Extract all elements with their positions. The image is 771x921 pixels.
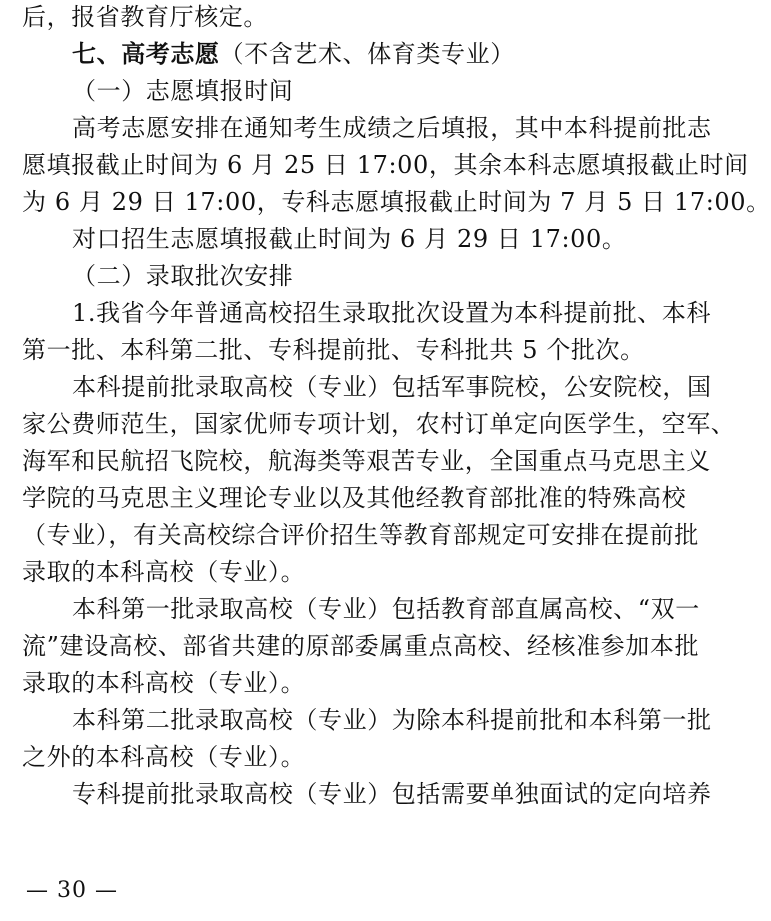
text-line: 高考志愿安排在通知考生成绩之后填报，其中本科提前批志: [72, 114, 712, 142]
text-line: 为 6 月 29 日 17:00，专科志愿填报截止时间为 7 月 5 日 17:00。: [22, 188, 771, 216]
text-line: （专业），有关高校综合评价招生等教育部规定可安排在提前批: [22, 521, 699, 549]
text-line: 流”建设高校、部省共建的原部委属重点高校、经核准参加本批: [22, 632, 700, 660]
page-number: — 30 —: [26, 878, 118, 903]
section-note: （不含艺术、体育类专业）: [219, 40, 515, 68]
subsection-heading: （二）录取批次安排: [72, 262, 294, 290]
subsection-heading: （一）志愿填报时间: [72, 77, 294, 105]
text-line: 1.我省今年普通高校招生录取批次设置为本科提前批、本科: [72, 299, 712, 327]
text-line: 本科提前批录取高校（专业）包括军事院校，公安院校，国: [72, 373, 712, 401]
text-line: 本科第一批录取高校（专业）包括教育部直属高校、“双一: [72, 595, 700, 623]
text-line: 第一批、本科第二批、专科提前批、专科批共 5 个批次。: [22, 336, 645, 364]
text-line: 海军和民航招飞院校，航海类等艰苦专业，全国重点马克思主义: [22, 447, 711, 475]
text-line: 之外的本科高校（专业）。: [22, 743, 306, 771]
text-line: 对口招生志愿填报截止时间为 6 月 29 日 17:00。: [72, 225, 627, 253]
text-line: 录取的本科高校（专业）。: [22, 558, 306, 586]
text-line: 录取的本科高校（专业）。: [22, 669, 306, 697]
section-title: 七、高考志愿: [72, 40, 220, 68]
text-line: 学院的马克思主义理论专业以及其他经教育部批准的特殊高校: [22, 484, 687, 512]
text-line: 本科第二批录取高校（专业）为除本科提前批和本科第一批: [72, 706, 712, 734]
text-line: 专科提前批录取高校（专业）包括需要单独面试的定向培养: [72, 780, 712, 808]
text-line: 愿填报截止时间为 6 月 25 日 17:00，其余本科志愿填报截止时间: [22, 151, 749, 179]
text-line: 家公费师范生，国家优师专项计划，农村订单定向医学生，空军、: [22, 410, 736, 438]
section-heading: [22, 39, 626, 69]
text-line: 后，报省教育厅核定。: [22, 3, 268, 31]
